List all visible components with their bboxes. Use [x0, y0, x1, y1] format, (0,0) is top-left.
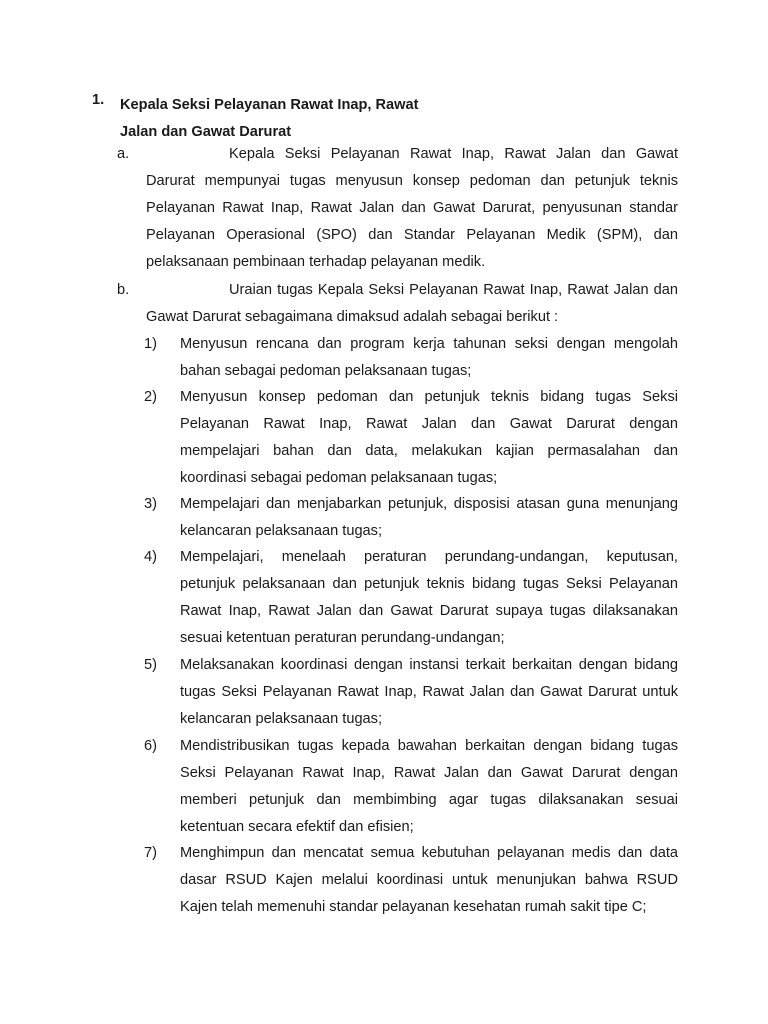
list-item: Menyusun konsep pedoman dan petunjuk teknis bidang tugas Seksi Pelayanan Rawat Inap, Rawat Jalan dan Gawat Darurat dengan mempelajari bahan dan data, melakukan kajian permasalahan dan koordinasi sebagai pedoman pelaksanaan tugas; — [180, 389, 678, 486]
heading-title-line1: Kepala Seksi Pelayanan Rawat Inap, Rawat — [120, 97, 419, 113]
heading-title-line2: Jalan dan Gawat Darurat — [120, 124, 292, 140]
list-item-number: 5) — [144, 657, 157, 673]
section-b-label: b. — [117, 282, 130, 298]
heading-number: 1. — [92, 92, 105, 108]
section-a-label: a. — [117, 146, 130, 162]
list-item: Mendistribusikan tugas kepada bawahan berkaitan dengan bidang tugas Seksi Pelayanan Rawat Inap, Rawat Jalan dan Gawat Darurat dengan memberi petunjuk dan membimbing agar tugas dilaksanakan sesuai ketentuan secara efektif dan efisien; — [180, 738, 678, 835]
section-b-text: Uraian tugas Kepala Seksi Pelayanan Rawat Inap, Rawat Jalan dan Gawat Darurat sebagaimana dimaksud adalah sebagai berikut : — [146, 282, 678, 325]
list-item: Melaksanakan koordinasi dengan instansi terkait berkaitan dengan bidang tugas Seksi Pelayanan Rawat Inap, Rawat Jalan dan Gawat Darurat untuk kelancaran pelaksanaan tugas; — [180, 657, 678, 727]
section-a-text: Kepala Seksi Pelayanan Rawat Inap, Rawat Jalan dan Gawat Darurat mempunyai tugas menyusun konsep pedoman dan petunjuk teknis Pelayanan Rawat Inap, Rawat Jalan dan Gawat Darurat, penyusunan standar Pelayanan Operasional (SPO) dan Standar Pelayanan Medik (SPM), dan pelaksanaan pembinaan terhadap pelayanan medik. — [146, 146, 678, 270]
list-item-number: 3) — [144, 496, 157, 512]
section-b-paragraph — [146, 277, 678, 331]
list-item-number: 2) — [144, 389, 157, 405]
list-item: Menyusun rencana dan program kerja tahunan seksi dengan mengolah bahan sebagai pedoman pelaksanaan tugas; — [180, 336, 678, 379]
list-item-number: 7) — [144, 845, 157, 861]
section-a-paragraph — [146, 141, 678, 276]
list-item: Mempelajari, menelaah peraturan perundang-undangan, keputusan, petunjuk pelaksanaan dan petunjuk teknis bidang tugas Seksi Pelayanan Rawat Inap, Rawat Jalan dan Gawat Darurat supaya tugas dilaksanakan sesuai ketentuan peraturan perundang-undangan; — [180, 549, 678, 646]
list-item-number: 6) — [144, 738, 157, 754]
list-item-number: 1) — [144, 336, 157, 352]
list-item-number: 4) — [144, 549, 157, 565]
heading-title — [120, 92, 678, 146]
list-item: Mempelajari dan menjabarkan petunjuk, disposisi atasan guna menunjang kelancaran pelaksanaan tugas; — [180, 496, 678, 539]
list-item: Menghimpun dan mencatat semua kebutuhan pelayanan medis dan data dasar RSUD Kajen melalui koordinasi untuk menunjukan bahwa RSUD Kajen telah memenuhi standar pelayanan kesehatan rumah sakit tipe C; — [180, 845, 678, 915]
